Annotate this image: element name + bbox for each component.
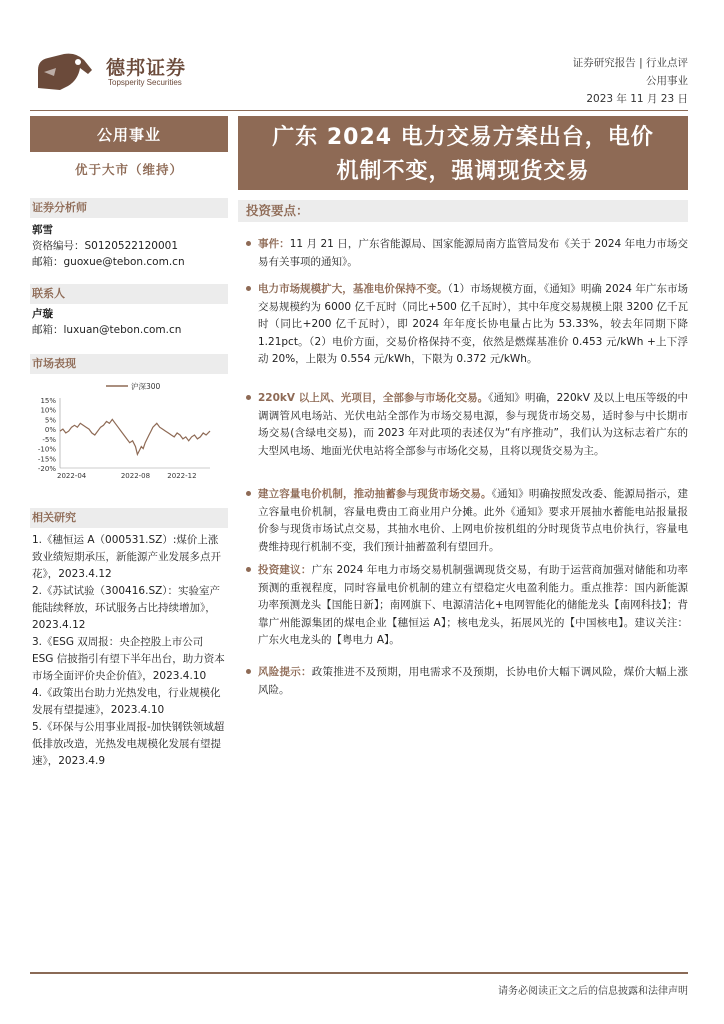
analyst-heading: 证券分析师 <box>30 198 228 218</box>
logo-name-cn: 德邦证券 <box>106 57 187 79</box>
y-tick-label: 10% <box>40 406 56 415</box>
research-heading: 相关研究 <box>30 508 228 528</box>
point-lead: 220kV 以上风、光项目，全部参与市场化交易。 <box>258 392 489 404</box>
point-text: （1）市场规模方面，《通知》明确 2024 年广东市场交易规模约为 6000 亿千瓦时（同比+500 亿千瓦时），其中年度交易规模上限 3200 亿千瓦时（同比+200 亿千瓦时），即 2024 年年度长协电量占比为 53.33%，较去年同期下降 1.21pct。（2）电价方面，交易价格保持不变，依然是燃煤基准价 0.453 元/kWh +上下浮动 20%，上限为 0.554 元/kWh，下限为 0.372 元/kWh。 <box>258 283 688 366</box>
point-220kv <box>246 390 688 460</box>
research-list <box>32 532 228 770</box>
point-lead: 电力市场规模扩大，基准电价保持不变。 <box>258 283 448 295</box>
bullet-icon <box>246 395 251 400</box>
y-tick-label: -20% <box>37 465 56 473</box>
point-capacity-price <box>246 486 688 556</box>
research-item[interactable]: 4.《政策出台助力光热发电，行业规模化发展有望提速》，2023.4.10 <box>32 687 221 716</box>
series-line <box>60 419 210 454</box>
footer-disclaimer[interactable]: 请务必阅读正文之后的信息披露和法律声明 <box>498 986 688 997</box>
logo-name-en: Topsperity Securities <box>108 78 182 87</box>
market-chart <box>30 380 228 490</box>
contact-email[interactable]: 邮箱：luxuan@tebon.com.cn <box>32 324 182 336</box>
header-sector: 公用事业 <box>646 75 688 87</box>
point-risk <box>246 664 688 699</box>
logo-mark-icon <box>34 50 96 94</box>
market-chart-svg <box>30 380 228 490</box>
point-text: 《通知》明确按照发改委、能源局指示，建立容量电价机制，容量电费由工商业用户分摊。此外《通知》要求开展抽水蓄能电站报量报价参与现货市场试点交易，其抽水电价、上网电价按机组的分时现货节点电价执行，容量电费维持现行机制不变，我们预计抽蓄盈利有望回升。 <box>258 488 689 553</box>
research-item[interactable]: 2.《苏试试验（300416.SZ）：实验室产能陆续释放，环试服务占比持续增加》，2023.4.12 <box>32 585 221 631</box>
x-tick-label: 2022-08 <box>120 472 151 480</box>
sector-box: 公用事业 <box>30 116 228 152</box>
point-event <box>246 236 688 271</box>
analyst-name: 郭雪 <box>32 224 53 236</box>
y-tick-label: 5% <box>44 416 56 425</box>
rating: 优于大市（维持） <box>74 162 183 177</box>
header-meta <box>573 54 688 108</box>
bullet-icon <box>246 669 251 674</box>
point-market-scale <box>246 281 688 369</box>
top-divider <box>30 110 688 111</box>
point-text: 11 月 21 日，广东省能源局、国家能源局南方监管局发布《关于 2024 年电力市场交易有关事项的通知》。 <box>258 238 688 268</box>
point-text: 广东 2024 年电力市场交易机制强调现货交易，有助于运营商加强对储能和功率预测的重视程度，同时容量电价机制的建立有望稳定火电盈利能力。重点推荐：国内新能源功率预测龙头【国能日新】；南网旗下、电源清洁化+电网智能化的储能龙头【南网科技】；背靠广州能源集团的煤电企业【穗恒运 A】；核电龙头，拓展风光的【中国核电】。建议关注：广东火电龙头的【粤电力 A】。 <box>258 564 689 647</box>
title-line-1: 广东 2024 电力交易方案出台，电价 <box>272 125 654 150</box>
report-date: 2023 年 11 月 23 日 <box>586 93 688 105</box>
y-tick-label: 15% <box>40 397 56 405</box>
investment-heading: 投资要点： <box>238 200 688 222</box>
bullet-icon <box>246 567 251 572</box>
research-item[interactable]: 1.《穗恒运 A（000531.SZ）:煤价上涨致业绩短期承压，新能源产业发展多点开花》，2023.4.12 <box>32 534 221 580</box>
report-title <box>238 116 688 190</box>
title-line-2: 机制不变，强调现货交易 <box>336 159 590 184</box>
point-lead: 事件： <box>258 238 290 250</box>
contact-heading: 联系人 <box>30 284 228 304</box>
y-tick-label: -5% <box>42 435 56 444</box>
analyst-email[interactable]: 邮箱：guoxue@tebon.com.cn <box>32 256 185 268</box>
point-text: 《通知》明确，220kV 及以上电压等级的中调调管风电场站、光伏电站全部作为市场交易电源，参与现货市场交易，适时参与中长期市场交易(含绿电交易)，而 2023 年对此项的表述仅为“有序推动”，我们认为这标志着广东的大型风电场、地面光伏电站将全部参与市场化交易，且将以现货交易为主。 <box>258 392 688 457</box>
analyst-cert: 资格编号：S0120522120001 <box>32 240 179 252</box>
y-tick-label: 0% <box>44 426 56 435</box>
x-tick-label: 2022-04 <box>56 472 87 480</box>
research-item[interactable]: 3.《ESG 双周报：央企控股上市公司 ESG 信披指引有望下半年出台，助力资本市场全面评价央企价值》，2023.4.10 <box>32 636 225 682</box>
point-lead: 建立容量电价机制，推动抽蓄参与现货市场交易。 <box>258 488 492 500</box>
x-tick-label: 2022-12 <box>167 472 197 480</box>
report-type: 证券研究报告 | 行业点评 <box>572 57 688 69</box>
legend-label: 沪深300 <box>131 382 161 391</box>
bullet-icon <box>246 286 251 291</box>
analyst-block <box>32 222 185 270</box>
contact-block <box>32 306 181 338</box>
market-heading: 市场表现 <box>30 354 228 374</box>
company-logo <box>34 50 194 94</box>
bullet-icon <box>246 241 251 246</box>
y-tick-label: -15% <box>37 455 56 464</box>
point-lead: 投资建议： <box>258 564 312 576</box>
point-investment <box>246 562 688 650</box>
y-tick-label: -10% <box>37 445 56 454</box>
research-item[interactable]: 5.《环保与公用事业周报-加快钢铁领域超低排放改造，光热发电规模化发展有望提速》，2023.4.9 <box>32 721 225 767</box>
contact-name: 卢璇 <box>32 308 53 320</box>
bullet-icon <box>246 491 251 496</box>
point-lead: 风险提示： <box>258 666 312 678</box>
point-text: 政策推进不及预期，用电需求不及预期，长协电价大幅下调风险，煤价大幅上涨风险。 <box>258 666 689 696</box>
bottom-divider <box>30 972 688 974</box>
